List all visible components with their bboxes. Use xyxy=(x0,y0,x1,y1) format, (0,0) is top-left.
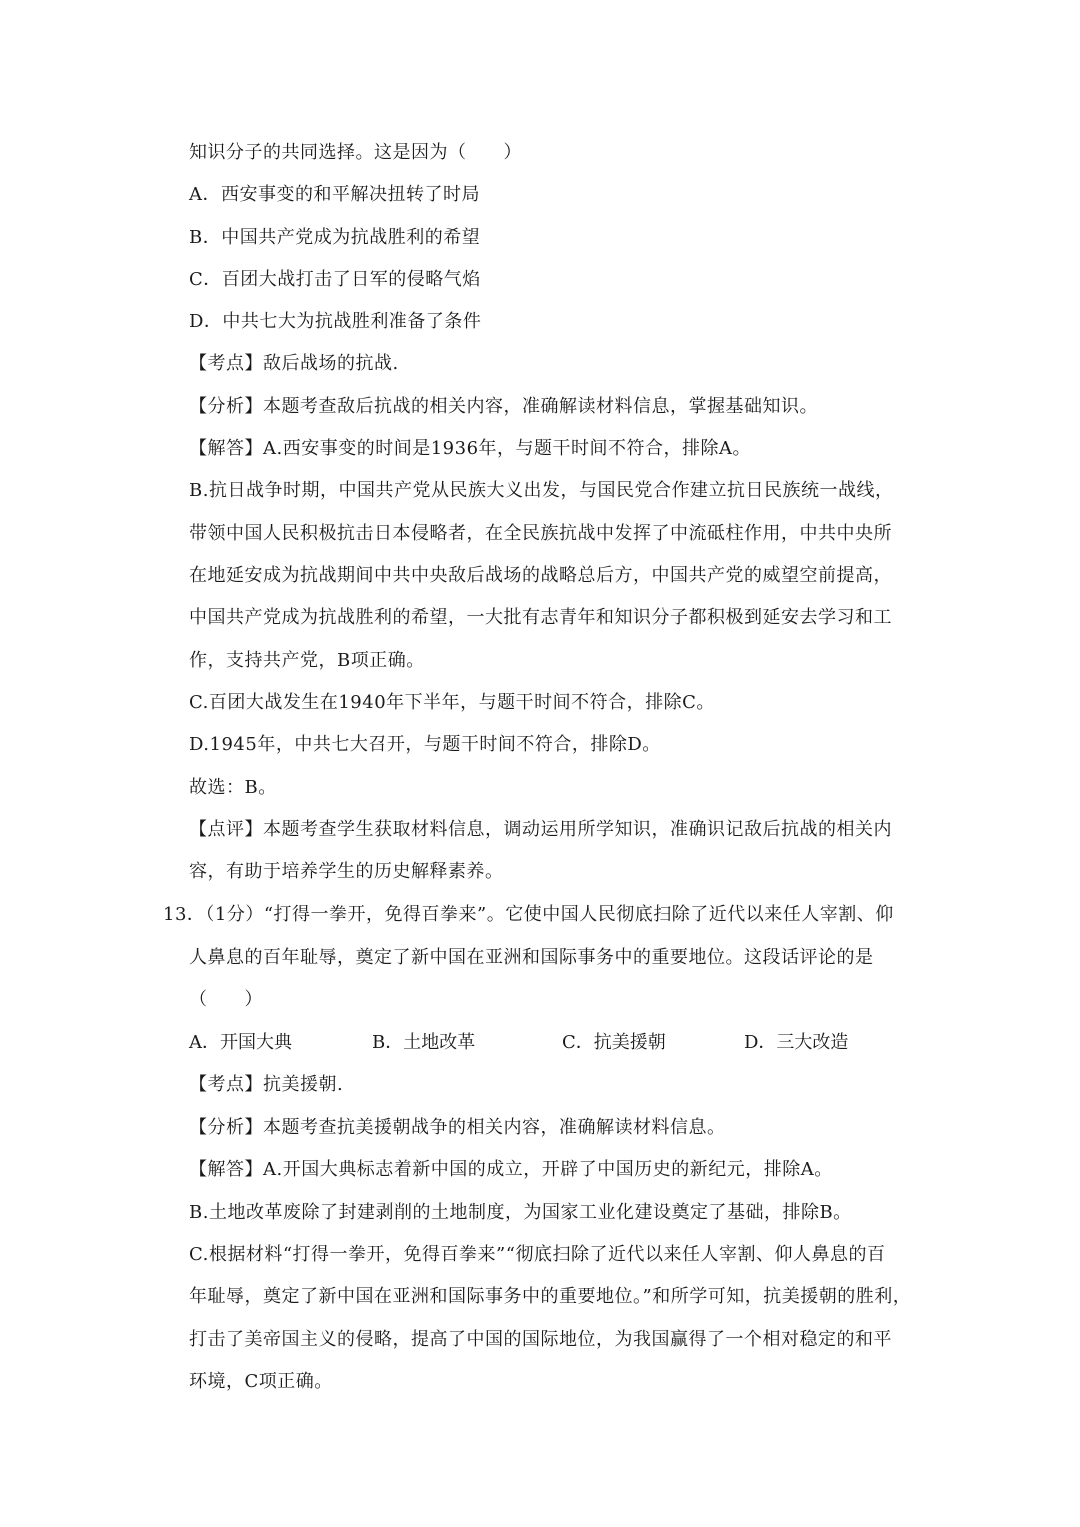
q12-dianping-line: 容，有助于培养学生的历史解释素养。 xyxy=(189,861,504,882)
q13-option-a: A．开国大典 xyxy=(189,1032,292,1053)
q12-option-d: D．中共七大为抗战胜利准备了条件 xyxy=(189,311,482,332)
q12-jieda-line: B.抗日战争时期，中国共产党从民族大义出发，与国民党合作建立抗日民族统一战线， xyxy=(189,480,894,501)
q13-stem-line: 人鼻息的百年耻辱，奠定了新中国在亚洲和国际事务中的重要地位。这段话评论的是 xyxy=(189,947,874,968)
q13-stem-line: （ ） xyxy=(189,989,263,1010)
q12-jieda-line: C.百团大战发生在1940年下半年，与题干时间不符合，排除C。 xyxy=(189,692,715,713)
q12-answer: 故选：B。 xyxy=(189,777,277,798)
q12-jieda-line: 在地延安成为抗战期间中共中央敌后战场的战略总后方，中国共产党的威望空前提高， xyxy=(189,565,892,586)
q13-jieda-line: C.根据材料“打得一拳开，免得百拳来”“彻底扫除了近代以来任人宰割、仰人鼻息的百 xyxy=(189,1244,886,1265)
q12-option-a: A．西安事变的和平解决扭转了时局 xyxy=(189,184,480,205)
q13-kaodian: 【考点】抗美援朝. xyxy=(189,1074,344,1095)
q13-options-row xyxy=(189,1031,889,1055)
q13-jieda-line: B.土地改革废除了封建剥削的土地制度，为国家工业化建设奠定了基础，排除B。 xyxy=(189,1202,852,1223)
q13-jieda-line: 【解答】A.开国大典标志着新中国的成立，开辟了中国历史的新纪元，排除A。 xyxy=(189,1159,833,1180)
q13-fenxi: 【分析】本题考查抗美援朝战争的相关内容，准确解读材料信息。 xyxy=(189,1117,726,1138)
q12-option-b: B．中国共产党成为抗战胜利的希望 xyxy=(189,227,481,248)
q12-jieda-line: D.1945年，中共七大召开，与题干时间不符合，排除D。 xyxy=(189,734,661,755)
q13-jieda-line: 年耻辱，奠定了新中国在亚洲和国际事务中的重要地位。”和所学可知，抗美援朝的胜利， xyxy=(189,1286,912,1307)
q12-jieda-line: 中国共产党成为抗战胜利的希望，一大批有志青年和知识分子都积极到延安去学习和工 xyxy=(189,607,892,628)
q12-stem-end: 知识分子的共同选择。这是因为（ ） xyxy=(189,142,522,163)
q12-kaodian: 【考点】敌后战场的抗战. xyxy=(189,353,399,374)
q13-option-d: D．三大改造 xyxy=(744,1032,849,1053)
q13-jieda-line: 打击了美帝国主义的侵略，提高了中国的国际地位，为我国赢得了一个相对稳定的和平 xyxy=(189,1329,892,1350)
q13-option-b: B．土地改革 xyxy=(372,1032,476,1053)
q12-dianping-line: 【点评】本题考查学生获取材料信息，调动运用所学知识，准确识记敌后抗战的相关内 xyxy=(189,819,892,840)
q12-fenxi: 【分析】本题考查敌后抗战的相关内容，准确解读材料信息，掌握基础知识。 xyxy=(189,396,818,417)
q13-stem-line: 13．（1分）“打得一拳开，免得百拳来”。它使中国人民彻底扫除了近代以来任人宰割、仰 xyxy=(163,904,894,925)
q12-option-c: C．百团大战打击了日军的侵略气焰 xyxy=(189,269,481,290)
q12-jieda-line: 带领中国人民积极抗击日本侵略者，在全民族抗战中发挥了中流砥柱作用，中共中央所 xyxy=(189,523,892,544)
q12-jieda-line: 作，支持共产党，B项正确。 xyxy=(189,650,425,671)
q13-option-c: C．抗美援朝 xyxy=(562,1032,666,1053)
q13-jieda-line: 环境，C项正确。 xyxy=(189,1371,333,1392)
q12-jieda-line: 【解答】A.西安事变的时间是1936年，与题干时间不符合，排除A。 xyxy=(189,438,752,459)
